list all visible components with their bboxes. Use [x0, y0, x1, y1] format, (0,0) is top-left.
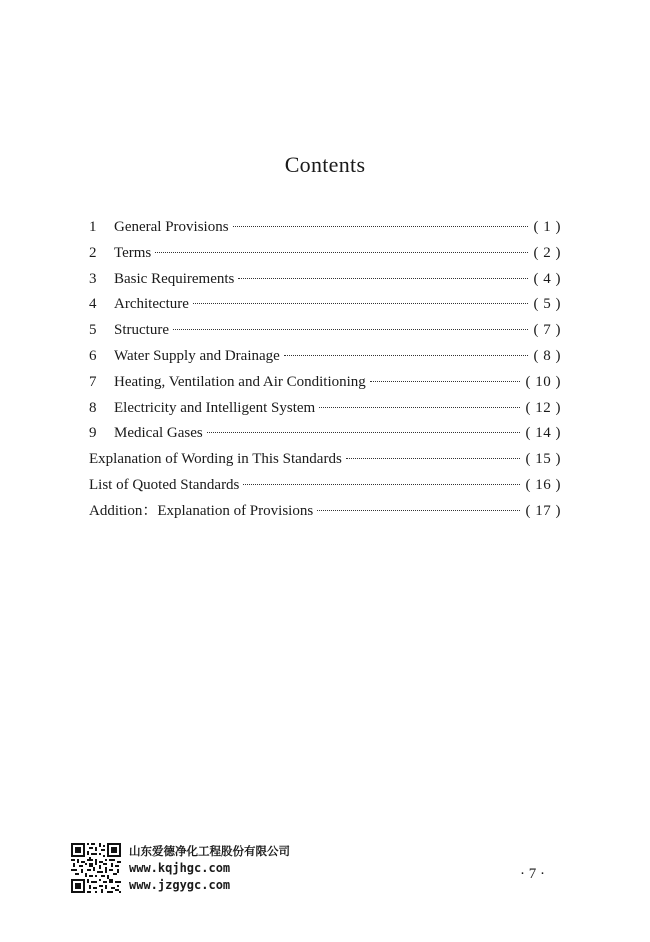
toc-entry — [89, 473, 561, 499]
dot-leader — [243, 484, 519, 485]
toc-entry-title: Electricity and Intelligent System — [114, 399, 316, 416]
toc-entry-number: 1 — [89, 219, 97, 235]
toc-entry — [89, 292, 561, 318]
toc-entry-title: Basic Requirements — [114, 270, 235, 287]
dot-leader — [346, 458, 520, 459]
toc-entry — [89, 344, 561, 370]
toc-entry — [89, 318, 561, 344]
dot-leader — [319, 407, 519, 408]
toc-entry-page: ( 4 ) — [533, 270, 561, 287]
toc-entry-number: 2 — [89, 244, 97, 261]
toc-entry-title: Architecture — [114, 296, 189, 313]
toc-entry-page: ( 5 ) — [533, 296, 561, 313]
toc-entry — [89, 241, 561, 267]
dot-leader — [317, 510, 519, 511]
toc-entry-title: Addition：Explanation of Provisions — [89, 502, 314, 519]
toc-entry-title: Water Supply and Drainage — [114, 347, 280, 364]
toc-entry-page: ( 12 ) — [525, 399, 561, 416]
toc-entry-number: 6 — [89, 347, 97, 364]
toc-entry-title: Terms — [114, 244, 152, 261]
toc-entry-number: 4 — [89, 296, 97, 313]
dot-leader — [370, 381, 520, 382]
toc-entry — [89, 267, 561, 293]
dot-leader — [284, 355, 528, 356]
toc-entry — [89, 447, 561, 473]
toc-entry-number: 5 — [89, 322, 97, 339]
page-number: · 7 · — [520, 866, 545, 882]
toc-entry-page: ( 17 ) — [525, 502, 561, 519]
dot-leader — [238, 278, 527, 279]
dot-leader — [193, 303, 528, 304]
toc-entry-title: Medical Gases — [114, 425, 203, 442]
qr-code-icon — [71, 843, 121, 893]
toc-entry-number: 8 — [89, 399, 97, 416]
toc-entry-title: Heating, Ventilation and Air Conditioning — [114, 373, 366, 390]
website-url: www.kqjhgc.com — [129, 861, 231, 875]
company-name: 山东爱德净化工程股份有限公司 — [129, 844, 290, 858]
toc-entry-title: General Provisions — [114, 219, 229, 235]
page-title: Contents — [284, 152, 366, 177]
dot-leader — [155, 252, 527, 253]
table-of-contents — [89, 215, 561, 525]
toc-entry-page: ( 16 ) — [525, 476, 561, 493]
toc-entry-number: 3 — [89, 270, 97, 287]
toc-entry-number: 9 — [89, 425, 97, 442]
toc-entry — [89, 396, 561, 422]
toc-entry-page: ( 2 ) — [533, 244, 561, 261]
toc-entry — [89, 215, 561, 241]
toc-entry — [89, 499, 561, 525]
toc-entry-page: ( 1 ) — [533, 219, 561, 235]
toc-entry — [89, 370, 561, 396]
toc-entry-page: ( 8 ) — [533, 347, 561, 364]
toc-entry-number: 7 — [89, 373, 97, 390]
website-url: www.jzgygc.com — [129, 878, 231, 892]
toc-entry-page: ( 7 ) — [533, 322, 561, 339]
toc-entry-title: List of Quoted Standards — [89, 476, 240, 493]
dot-leader — [233, 226, 528, 227]
dot-leader — [173, 329, 528, 330]
toc-entry-page: ( 10 ) — [525, 373, 561, 390]
dot-leader — [207, 432, 520, 433]
toc-entry — [89, 421, 561, 447]
toc-entry-title: Explanation of Wording in This Standards — [89, 451, 342, 468]
publisher-footer — [71, 843, 561, 895]
toc-entry-page: ( 14 ) — [525, 425, 561, 442]
toc-entry-page: ( 15 ) — [525, 451, 561, 468]
toc-entry-title: Structure — [114, 322, 169, 339]
